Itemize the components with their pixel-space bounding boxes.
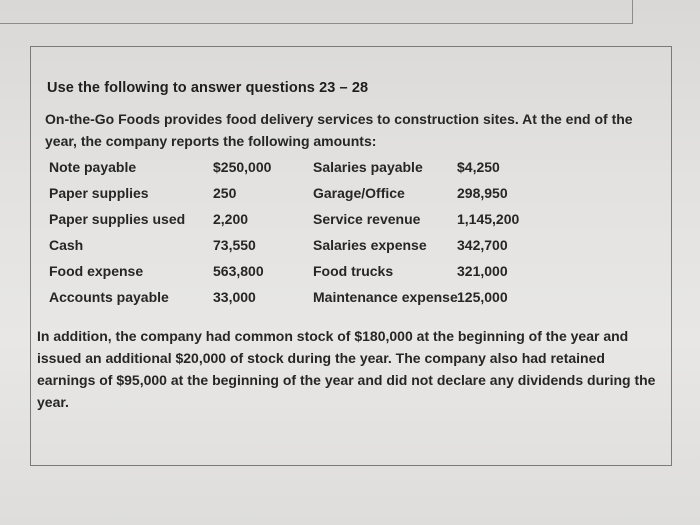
problem-heading: Use the following to answer questions 23 – 28 bbox=[47, 80, 369, 96]
common-stock-begin-amount: $180,000 bbox=[354, 328, 413, 344]
amounts-row bbox=[47, 211, 607, 235]
amounts-row bbox=[47, 237, 607, 261]
additional-info bbox=[37, 325, 657, 413]
additional-info-text: at the beginning of the year and issued an additional bbox=[37, 328, 629, 366]
account-name: Accounts payable bbox=[49, 289, 169, 305]
account-name: Service revenue bbox=[313, 211, 421, 227]
account-amount: 563,800 bbox=[213, 263, 264, 279]
account-amount: $250,000 bbox=[213, 159, 272, 175]
amounts-row bbox=[47, 289, 607, 313]
account-amount: 33,000 bbox=[213, 289, 256, 305]
account-name: Food trucks bbox=[313, 263, 394, 279]
amounts-row bbox=[47, 263, 607, 287]
account-amount: 125,000 bbox=[457, 289, 508, 305]
additional-info-text: at the beginning of the year and did not declare any dividends during the year. bbox=[37, 372, 656, 410]
additional-info-text: of stock during the year. The company also had retained earnings of bbox=[37, 350, 605, 388]
retained-earnings-amount: $95,000 bbox=[116, 372, 167, 388]
account-name: Salaries payable bbox=[313, 159, 423, 175]
additional-info-text: In addition, the company had common stock of bbox=[37, 328, 355, 344]
account-amount: 250 bbox=[213, 185, 237, 201]
problem-box bbox=[30, 46, 672, 466]
account-name: Salaries expense bbox=[313, 237, 427, 253]
account-amount: 321,000 bbox=[457, 263, 508, 279]
account-name: Garage/Office bbox=[313, 185, 405, 201]
account-name: Maintenance expense bbox=[313, 289, 458, 305]
account-amount: 73,550 bbox=[213, 237, 256, 253]
account-name: Paper supplies bbox=[49, 185, 149, 201]
account-amount: 342,700 bbox=[457, 237, 508, 253]
amounts-row bbox=[47, 159, 607, 183]
account-name: Cash bbox=[49, 237, 84, 253]
problem-intro: On-the-Go Foods provides food delivery services to construction sites. At the end of the year, the company reports the following amounts: bbox=[45, 111, 633, 149]
account-amount: 1,145,200 bbox=[457, 211, 520, 227]
account-amount: $4,250 bbox=[457, 159, 500, 175]
account-name: Note payable bbox=[49, 159, 137, 175]
amounts-table bbox=[47, 159, 607, 319]
account-name: Paper supplies used bbox=[49, 211, 186, 227]
amounts-row bbox=[47, 185, 607, 209]
account-amount: 2,200 bbox=[213, 211, 249, 227]
stock-issued-amount: $20,000 bbox=[175, 350, 227, 366]
previous-question-box bbox=[0, 0, 633, 24]
account-name: Food expense bbox=[49, 263, 144, 279]
account-amount: 298,950 bbox=[457, 185, 508, 201]
